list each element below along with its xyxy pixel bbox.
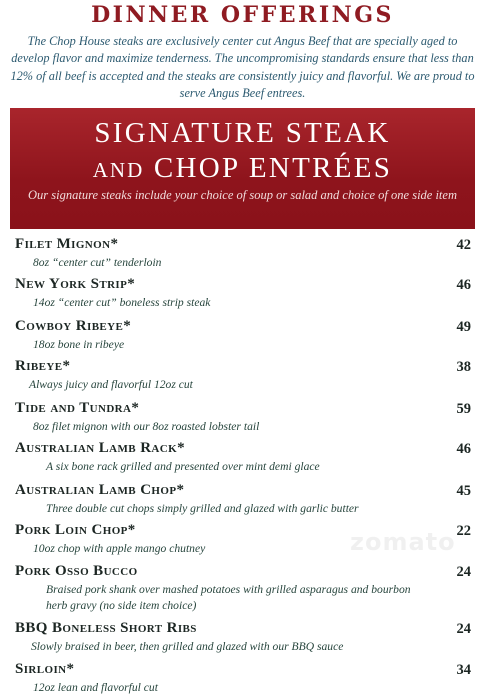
item-description: Braised pork shank over mashed potatoes with grilled asparagus and bourbon herb gravy (no side item choice) [46, 583, 411, 612]
item-description: 8oz “center cut” tenderloin [33, 256, 162, 269]
item-price: 24 [456, 564, 471, 580]
banner-heading-rest: CHOP ENTRÉES [153, 152, 393, 184]
item-description: 18oz bone in ribeye [33, 338, 125, 351]
item-name: Australian Lamb Chop* [15, 482, 185, 498]
item-name: Australian Lamb Rack* [15, 440, 185, 456]
item-price: 42 [456, 237, 471, 253]
item-description: Always juicy and flavorful 12oz cut [29, 378, 193, 391]
banner-note: Our signature steaks include your choice of soup or salad and choice of one side item [28, 188, 457, 202]
item-name: Tide and Tundra* [15, 400, 140, 416]
banner-heading-line1: SIGNATURE STEAK [94, 117, 391, 149]
item-name: New York Strip* [15, 276, 136, 292]
item-price: 34 [456, 662, 471, 678]
item-description: 12oz lean and flavorful cut [33, 681, 158, 694]
item-name: Pork Loin Chop* [15, 522, 136, 538]
banner-heading-and: AND [92, 158, 145, 182]
item-name: Ribeye* [15, 358, 71, 374]
item-price: 49 [456, 319, 471, 335]
page-title: DINNER OFFERINGS [91, 2, 394, 28]
item-description: Slowly braised in beer, then grilled and glazed with our BBQ sauce [31, 640, 344, 653]
item-price: 46 [456, 441, 471, 457]
item-name: Sirloin* [15, 661, 75, 677]
item-description: Three double cut chops simply grilled and glazed with garlic butter [46, 502, 359, 515]
item-name: Cowboy Ribeye* [15, 318, 132, 334]
item-name: Pork Osso Bucco [15, 563, 138, 579]
item-price: 59 [456, 401, 471, 417]
item-name: BBQ Boneless Short Ribs [15, 620, 197, 636]
item-price: 46 [456, 277, 471, 293]
item-price: 45 [456, 483, 471, 499]
item-price: 38 [456, 359, 471, 375]
intro-text: The Chop House steaks are exclusively center cut Angus Beef that are specially aged to develop flavor and maximize tenderness. The uncompromising standards ensure that less than 12% of all beef is accepted and the steaks are consistently juicy and flavorful. We are proud to serve Angus Beef entrees. [10, 34, 475, 100]
watermark: zomato [350, 528, 456, 556]
item-price: 24 [456, 621, 471, 637]
item-description: 14oz “center cut” boneless strip steak [33, 296, 211, 309]
item-description: A six bone rack grilled and presented over mint demi glace [46, 460, 320, 473]
item-description: 8oz filet mignon with our 8oz roasted lobster tail [33, 420, 260, 433]
item-name: Filet Mignon* [15, 236, 119, 252]
item-description: 10oz chop with apple mango chutney [33, 542, 206, 555]
item-price: 22 [456, 523, 471, 539]
